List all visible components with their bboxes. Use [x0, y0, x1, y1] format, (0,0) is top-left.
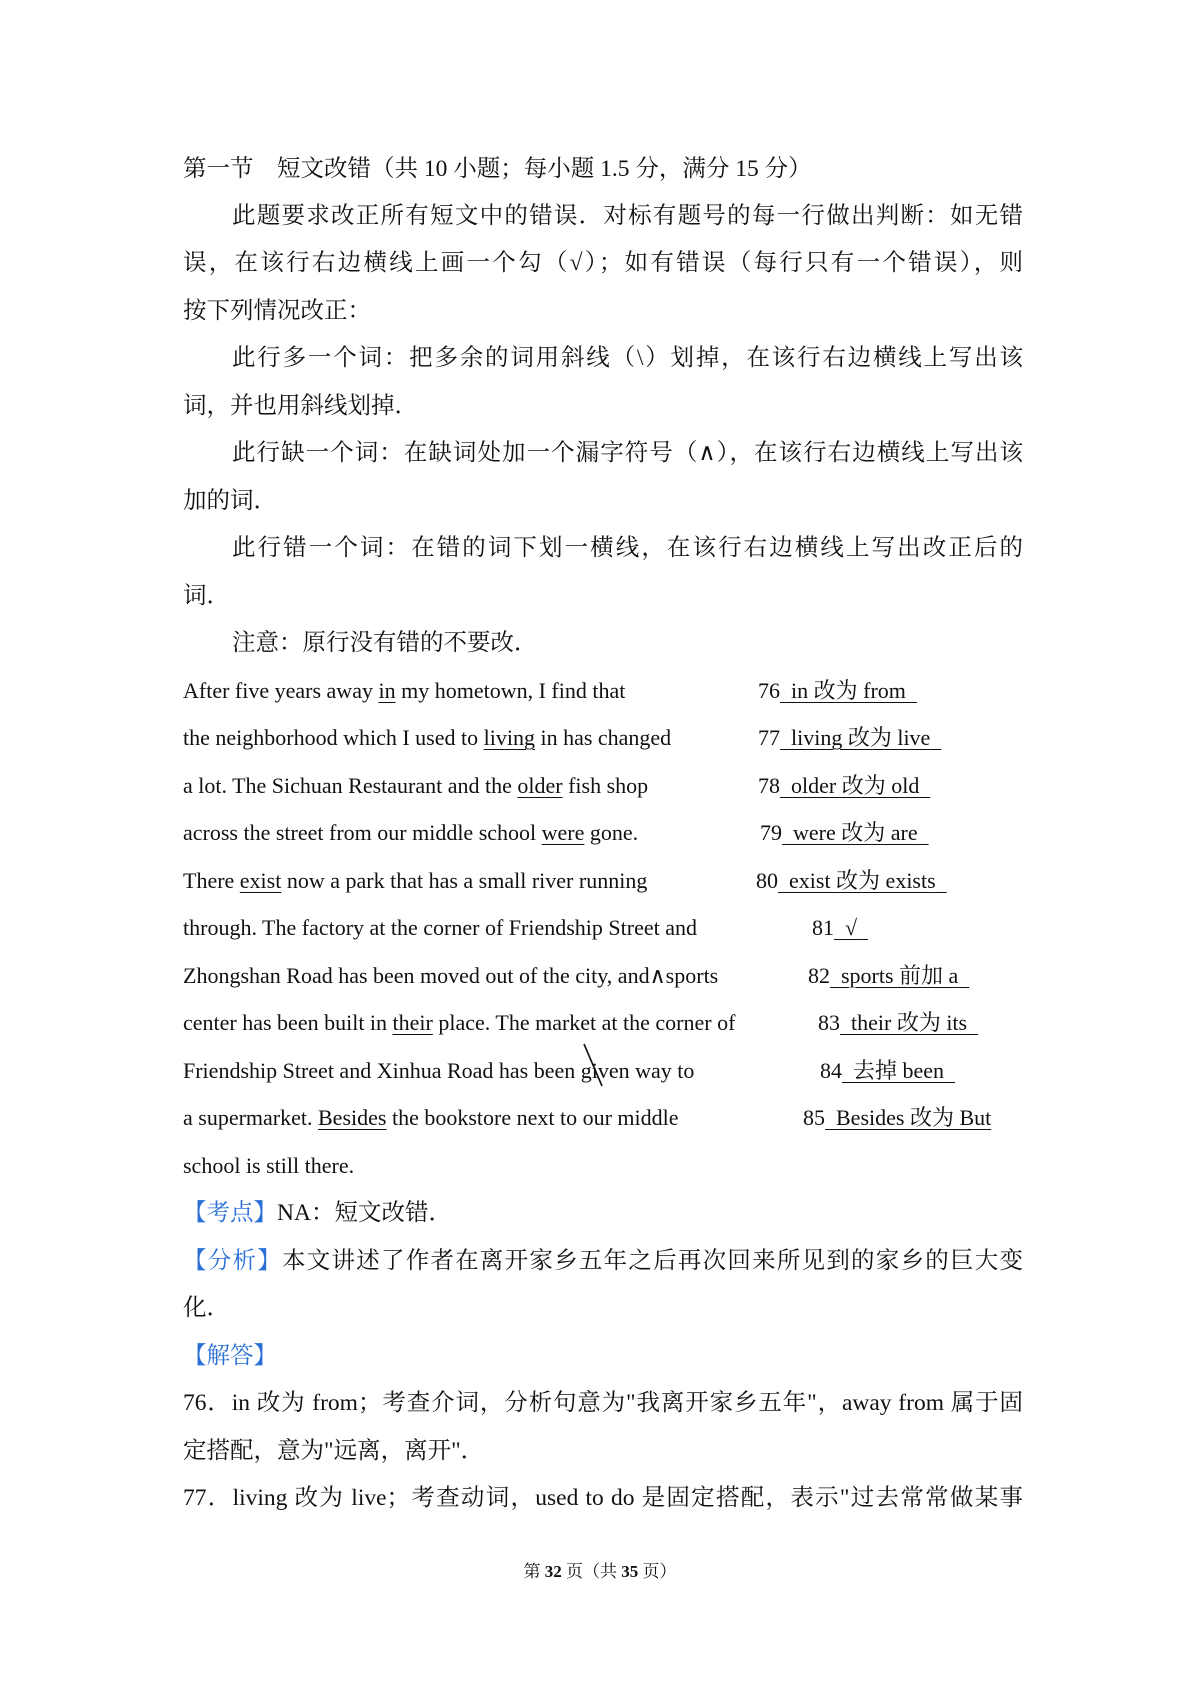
- answer-blank: 80 exist 改为 exists: [756, 868, 936, 893]
- instruction-line: 加的词．: [183, 488, 277, 514]
- error-word: in: [378, 678, 396, 703]
- answer-explanation-line: 77．living 改为 live；考查动词，used to do 是固定搭配，表示"过去常常做某事: [183, 1485, 1023, 1511]
- instruction-line: 此行多一个词：把多余的词用斜线（\）划掉，在该行右边横线上写出该: [232, 345, 1023, 371]
- note-line: 注意：原行没有错的不要改．: [232, 630, 538, 656]
- passage-line: the neighborhood which I used to living in has changed: [183, 725, 672, 750]
- passage-line: After five years away in my hometown, I find that: [183, 678, 626, 703]
- answer-blank: 82 sports 前加 a: [808, 963, 959, 988]
- instruction-line: 词．: [183, 583, 230, 609]
- jieda-line: [183, 1341, 1023, 1371]
- answer-blank: 76 in 改为 from: [758, 678, 906, 703]
- page-footer: 第 32 页（共 35 页）: [523, 1562, 677, 1581]
- instruction-line: 此行缺一个词：在缺词处加一个漏字符号（∧），在该行右边横线上写出该: [232, 440, 1023, 466]
- fenxi-line: 化．: [183, 1295, 230, 1321]
- passage-line: school is still there.: [183, 1153, 355, 1178]
- fenxi-line: 【分析】本文讲述了作者在离开家乡五年之后再次回来所见到的家乡的巨大变: [183, 1248, 1024, 1274]
- instruction-line: 按下列情况改正：: [183, 298, 371, 324]
- passage-line: across the street from our middle school were gone.: [183, 820, 639, 845]
- error-word: their: [392, 1010, 433, 1035]
- passage-line: through. The factory at the corner of Friendship Street and: [183, 915, 697, 940]
- answer-blank: 77 living 改为 live: [758, 725, 931, 750]
- fenxi-tag: 【分析】: [183, 1248, 282, 1274]
- answer-blank: 81 √: [812, 915, 858, 940]
- error-word: were: [541, 820, 585, 845]
- error-word: living: [483, 725, 535, 750]
- instruction-line: 误，在该行右边横线上画一个勾（√）；如有错误（每行只有一个错误），则: [183, 250, 1023, 276]
- answer-blank: 85 Besides 改为 But: [803, 1105, 992, 1130]
- instruction-line: 此行错一个词：在错的词下划一横线，在该行右边横线上写出改正后的: [232, 535, 1023, 561]
- passage-line: Zhongshan Road has been moved out of the city, and∧sports: [183, 963, 719, 988]
- passage-line: Friendship Street and Xinhua Road has been given way to: [183, 1058, 695, 1083]
- answer-explanation-line: 76．in 改为 from；考查介词，分析句意为"我离开家乡五年"，away from 属于固: [183, 1390, 1023, 1416]
- jieda-tag: 【解答】: [183, 1343, 277, 1369]
- passage-line: center has been built in their place. The market at the corner of: [183, 1010, 736, 1035]
- error-word: exist: [239, 868, 282, 893]
- answer-explanation-line: 定搭配，意为"远离，离开"．: [183, 1438, 485, 1464]
- answer-blank: 83 their 改为 its: [818, 1010, 968, 1035]
- kaodian-tag: 【考点】: [183, 1200, 277, 1226]
- error-word: Besides: [318, 1105, 387, 1130]
- passage-line: a supermarket. Besides the bookstore next to our middle: [183, 1105, 679, 1130]
- section-title: 第一节 短文改错（共 10 小题；每小题 1.5 分，满分 15 分）: [183, 156, 812, 182]
- kaodian-line: 【考点】NA：短文改错．: [183, 1200, 452, 1226]
- instruction-line: 词，并也用斜线划掉．: [183, 393, 418, 419]
- deletion-slash-mark: [578, 1042, 608, 1088]
- answer-blank: 79 were 改为 are: [760, 820, 918, 845]
- instruction-line: 此题要求改正所有短文中的错误．对标有题号的每一行做出判断：如无错: [232, 203, 1023, 229]
- error-word: older: [517, 773, 563, 798]
- answer-blank: 78 older 改为 old: [758, 773, 920, 798]
- answer-blank: 84 去掉 been: [820, 1058, 945, 1083]
- passage-line: There exist now a park that has a small river running: [183, 868, 648, 893]
- passage-line: a lot. The Sichuan Restaurant and the older fish shop: [183, 773, 649, 798]
